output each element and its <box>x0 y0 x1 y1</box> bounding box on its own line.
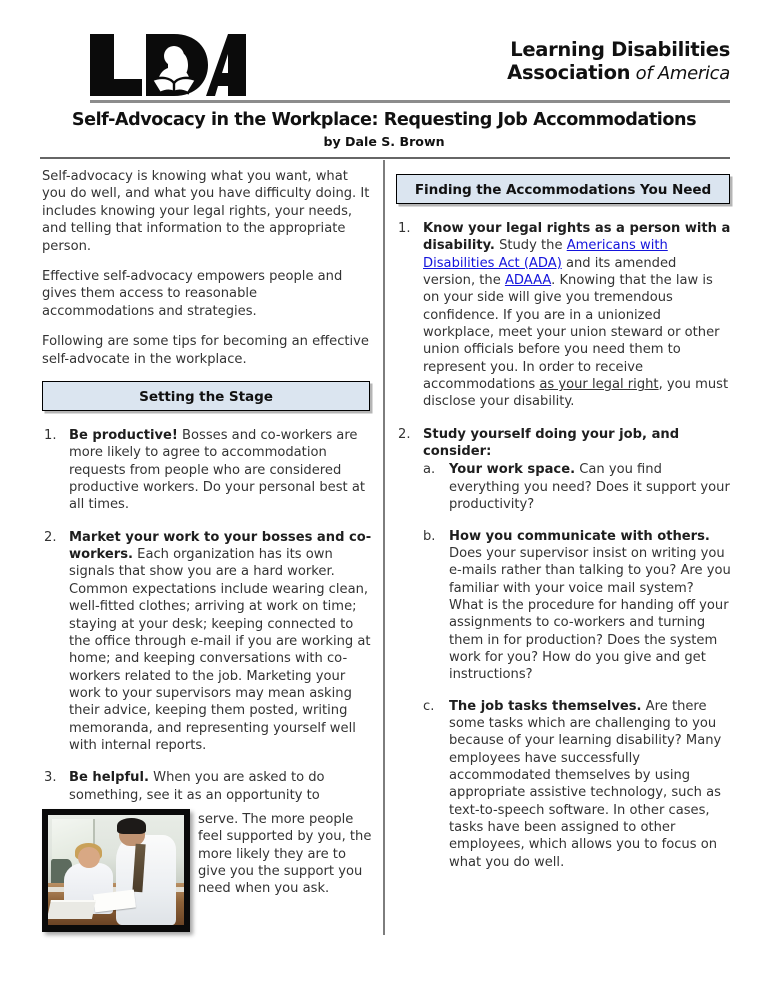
list-item <box>396 426 732 871</box>
list-item <box>42 529 372 754</box>
sub-list-item-lead: Your work space. <box>449 462 576 478</box>
list-item-text-b: and its amended version, the <box>423 255 677 289</box>
sub-list-item <box>423 461 732 513</box>
sub-list-marker: c. <box>423 698 435 714</box>
sub-list-item-body: Can you find everything you need? Does it support your productivity? <box>449 462 730 513</box>
organization-name-line1: Learning Disabilities <box>510 38 730 61</box>
photo-woman-head <box>78 847 100 868</box>
header-rule-top <box>90 100 730 103</box>
intro-paragraph-1: Self-advocacy is knowing what you want, what you do well, and what you have difficulty doing. It includes knowing your legal rights, your needs, and telling that information to the appropriate person. <box>42 169 370 254</box>
list-item-body: Each organization has its own signals that show you are a hard worker. Common expectations include wearing clean, well-fitted clothes; arriving at work on time; staying at your desk; keeping connected to the office through e-mail if you are working at home; and keeping conversations with co-workers related to the job. Marketing your work to your supervisors may mean asking their advice, keeping them posted, writing memoranda, and representing yourself well with internal reports. <box>69 547 371 753</box>
list-item-body: When you are asked to do something, see it as an opportunity to <box>69 770 325 803</box>
photo-man-body <box>116 835 176 925</box>
organization-name-association: Association <box>507 61 631 84</box>
list-marker: 2. <box>44 529 57 545</box>
left-column <box>42 168 372 819</box>
item3-wrapped-text: serve. The more people feel supported by you, the more likely they are to give you the support you need when you ask. <box>198 812 372 897</box>
organization-name-line2 <box>507 61 730 84</box>
lda-logo-icon <box>88 32 248 100</box>
study-yourself-sublist <box>423 461 732 871</box>
sub-list-marker: b. <box>423 528 436 544</box>
section-header-setting-the-stage <box>42 381 370 411</box>
list-item-lead: Be productive! <box>69 428 178 444</box>
list-item-text-d: , you must disclose your disability. <box>423 377 729 410</box>
sub-list-marker: a. <box>423 462 436 478</box>
sub-list-item-body: Are there some tasks which are challenging to you because of your learning disability? Many employees have successfully accommodated themselves by using appropriate assistive technology, such as text-to-speech software. In other cases, tasks have been assigned to other employees, which allows you to focus on what you do well. <box>449 698 722 870</box>
header-rule-bottom <box>40 157 730 159</box>
sub-list-item-lead: The job tasks themselves. <box>449 698 642 714</box>
list-item-lead: Be helpful. <box>69 770 149 786</box>
list-item-lead: Know your legal rights as a person with a disability. <box>423 221 731 254</box>
office-photo-image <box>48 815 184 925</box>
page-title: Self-Advocacy in the Workplace: Requesting Job Accommodations <box>71 110 697 130</box>
list-item <box>42 769 372 804</box>
link-adaaa[interactable]: ADAAA <box>504 273 552 289</box>
section-header-finding-accommodations <box>396 174 730 204</box>
photo-man-hair <box>117 818 146 833</box>
list-item <box>42 427 372 514</box>
organization-name <box>507 38 730 84</box>
setting-the-stage-list <box>42 427 372 804</box>
photo-keyboard <box>48 900 96 919</box>
list-item-text-a: Study the <box>494 238 567 254</box>
intro-paragraph-2: Effective self-advocacy empowers people and gives them access to reasonable accommodations and strategies. <box>42 269 343 319</box>
emphasis-as-your-legal-right: as your legal right <box>539 377 659 393</box>
section-header-label: Finding the Accommodations You Need <box>414 182 712 198</box>
lda-logo <box>88 32 248 100</box>
right-column <box>396 168 732 886</box>
list-item-lead: Market your work to your bosses and co-workers. <box>69 529 372 563</box>
organization-name-of-america: of America <box>630 63 730 84</box>
list-marker: 2. <box>398 426 411 442</box>
intro-paragraph-3: Following are some tips for becoming an effective self-advocate in the workplace. <box>42 334 369 367</box>
list-marker: 1. <box>44 428 57 444</box>
list-item <box>396 220 732 411</box>
link-ada[interactable]: Americans with Disabilities Act (ADA) <box>423 238 668 271</box>
list-marker: 3. <box>44 770 57 786</box>
sub-list-item <box>423 528 732 684</box>
office-photo <box>42 809 190 932</box>
section-header-label: Setting the Stage <box>139 389 273 406</box>
finding-accommodations-list <box>396 220 732 871</box>
masthead <box>40 30 730 102</box>
column-divider <box>383 160 385 935</box>
list-item-text-c: . Knowing that the law is on your side will give you tremendous confidence. If you are in a unionized workplace, meet your union steward or other union officials before you need them to represent you. In order to receive accommodations <box>423 273 720 393</box>
sub-list-item <box>423 698 732 871</box>
list-item-body: Bosses and co-workers are more likely to agree to accommodation requests from people who are considered productive workers. Do your personal best at all times. <box>69 428 365 513</box>
list-marker: 1. <box>398 221 411 236</box>
page-byline: by Dale S. Brown <box>323 134 445 149</box>
list-item-lead: Study yourself doing your job, and consider: <box>423 426 680 460</box>
sub-list-item-lead: How you communicate with others. <box>449 528 710 544</box>
sub-list-item-body: Does your supervisor insist on writing you e-mails rather than talking to you? Are you familiar with your voice mail system? What is the procedure for handing off your assignments to co-workers and turning them in for production? Does the system work for you? How do you give and get instructions? <box>449 545 731 683</box>
